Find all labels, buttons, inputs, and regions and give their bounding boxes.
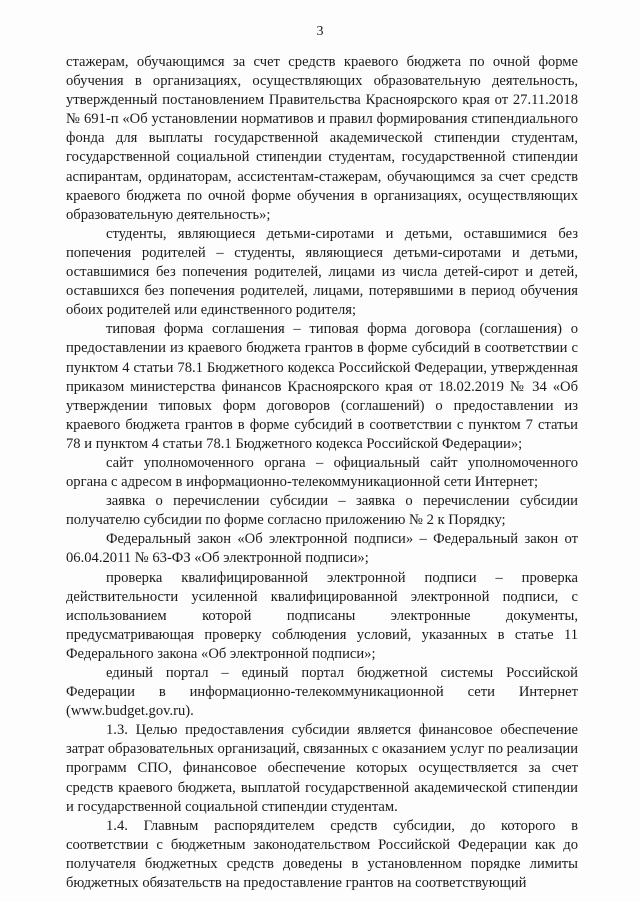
paragraph: заявка о перечислении субсидии – заявка о перечислении субсидии получателю субсидии по форме согласно приложению № 2 к Порядку;	[66, 493, 578, 529]
paragraph: типовая форма соглашения – типовая форма договора (соглашения) о предоставлении из краевого бюджета грантов в форме субсидий в соответствии с пунктом 4 статьи 78.1 Бюджетного кодекса Российской Федерации, утвержденная приказом министерства финансов Красноярского края от 18.02.2019 № 34 «Об утверждении типовых форм договоров (соглашений) о предоставлении из краевого бюджета грантов в форме субсидий в соответствии с пунктом 7 статьи 78 и пунктом 4 статьи 78.1 Бюджетного кодекса Российской Федерации»;	[66, 321, 578, 452]
paragraph: Федеральный закон «Об электронной подписи» – Федеральный закон от 06.04.2011 № 63-ФЗ «Об электронной подписи»;	[66, 531, 578, 567]
paragraph: 1.3. Целью предоставления субсидии является финансовое обеспечение затрат образовательных организаций, связанных с оказанием услуг по реализации программ СПО, финансовое обеспечение которых осуществляется за счет средств краевого бюджета, выплатой государственной академической стипендии и государственной социальной стипендии студентам.	[66, 722, 578, 815]
document-body	[66, 53, 578, 893]
paragraph: сайт уполномоченного органа – официальный сайт уполномоченного органа с адресом в информационно-телекоммуникационной сети Интернет;	[66, 454, 578, 491]
paragraph: единый портал – единый портал бюджетной системы Российской Федерации в информационно-телекоммуникационной сети Интернет (www.budget.gov.ru).	[66, 665, 578, 720]
page-number: 3	[316, 24, 324, 39]
paragraph: стажерам, обучающимся за счет средств краевого бюджета по очной форме обучения в организациях, осуществляющих образовательную деятельность, утвержденный постановлением Правительства Красноярского края от 27.11.2018 № 691-п «Об установлении нормативов и правил формирования стипендиального фонда для выплаты государственной академической стипендии студентам, государственной социальной стипендии студентам, государственной стипендии аспирантам, ординаторам, ассистентам-стажерам, обучающимся за счет средств краевого бюджета по очной форме обучения в организациях, осуществляющих образовательную деятельность»;	[66, 54, 578, 223]
paragraph: студенты, являющиеся детьми-сиротами и детьми, оставшимися без попечения родителей – студенты, являющиеся детьми-сиротами и детьми, оставшимися без попечения родителей, лицами из числа детей-сирот и детей, оставшихся без попечения родителей, лицами, потерявшими в период обучения обоих родителей или единственного родителя;	[66, 225, 578, 319]
paragraph: проверка квалифицированной электронной подписи – проверка действительности усиленной квалифицированной электронной подписи, с использованием которой подписаны электронные документы, предусматривающая проверку соблюдения условий, указанных в статье 11 Федерального закона «Об электронной подписи»;	[66, 569, 578, 662]
paragraph: 1.4. Главным распорядителем средств субсидии, до которого в соответствии с бюджетным законодательством Российской Федерации как до получателя бюджетных средств доведены в установленном порядке лимиты бюджетных обязательств на предоставление грантов на соответствующий	[66, 817, 578, 892]
